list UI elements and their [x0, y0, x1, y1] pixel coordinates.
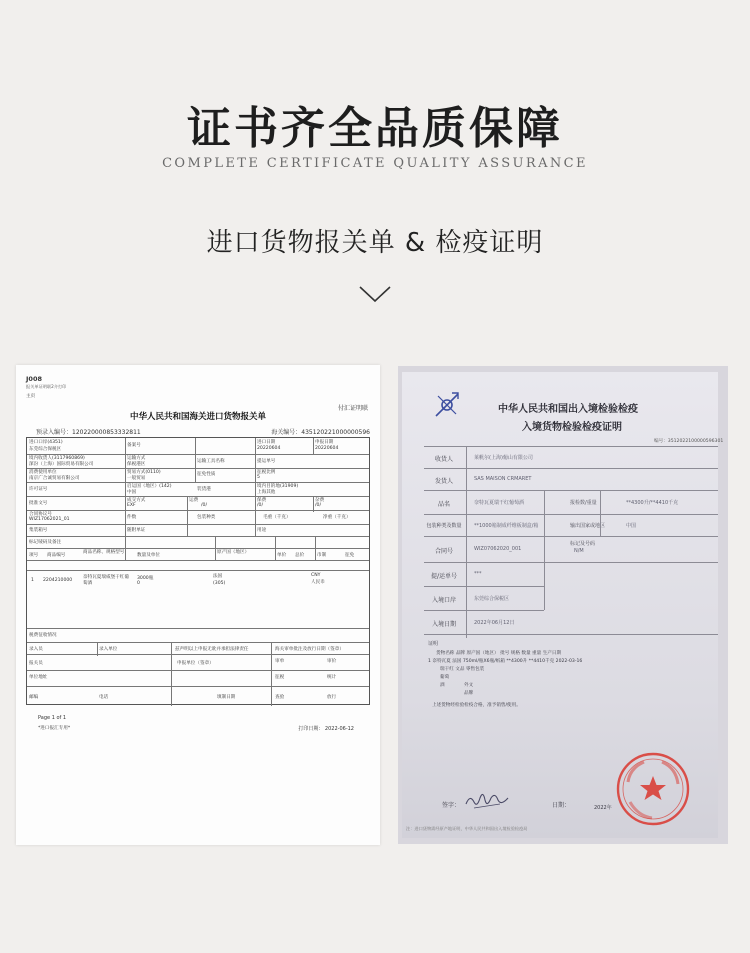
- check-label: 查验: [275, 695, 285, 700]
- weight-label: 报检数/重量: [570, 500, 597, 506]
- origin: 中国: [127, 490, 137, 495]
- col-code: 商品编号: [47, 553, 66, 558]
- record-label: 备案号: [127, 443, 141, 448]
- consignee: 深汾（上海）国际贸易有限公司: [29, 462, 94, 467]
- user-label: 消费使用单位: [29, 470, 57, 475]
- approval-stamp-label: 海关审单批注及放行日期（签章）: [275, 647, 344, 652]
- release-label: 放行: [327, 695, 337, 700]
- print-date: 打印日期： 2022-06-12: [298, 726, 354, 732]
- pre-entry-number: 预录入编号：120220000853332811: [36, 429, 141, 436]
- tax-label: 征免性质: [197, 472, 216, 477]
- net-label: 净重（千克）: [323, 515, 351, 520]
- declarer-label: 报关员: [29, 661, 43, 666]
- page-label: 主页: [26, 394, 36, 399]
- loading-label: 装货港: [197, 487, 211, 492]
- insurance-label: 保费: [257, 498, 267, 503]
- shipper-label: 发货人: [434, 478, 453, 485]
- contract: WIZ07062020_001: [474, 546, 522, 552]
- col-total: 总价: [295, 553, 305, 558]
- form-code: J008: [26, 375, 42, 383]
- import-port: 东莞综合保税区: [29, 447, 62, 452]
- gross-label: 毛重（千克）: [263, 515, 291, 520]
- shipper: SAS MAISON CRMARET: [474, 476, 532, 482]
- proof-label: 证明: [428, 641, 439, 647]
- proof-header: 货物名称 品牌 原产国（地区） 批号 规格 数量 重量 生产日期: [436, 651, 562, 656]
- item-qty: 3000瓶: [137, 576, 154, 581]
- page-count: Page 1 of 1: [38, 715, 67, 721]
- package: **1000箱制成纤维板制盒/箱: [474, 523, 539, 529]
- stats-label: 统计: [327, 675, 337, 680]
- col-qty: 数量及单位: [137, 553, 160, 558]
- bill-label: 提运单号: [257, 459, 276, 464]
- item-no: 1: [31, 578, 34, 583]
- levy-label: 征税: [275, 675, 285, 680]
- transport: 保税港区: [127, 462, 146, 467]
- pack-label: 包装种类: [197, 515, 216, 520]
- signature-label: 签字：: [442, 802, 461, 809]
- review-label: 审单: [275, 659, 285, 664]
- section-heading: 进口货物报关单 & 检疫证明: [206, 228, 544, 258]
- port: 东莞综合保税区: [474, 596, 510, 602]
- price-review-label: 审价: [327, 659, 337, 664]
- proof-line-5: 外文: [464, 683, 474, 688]
- item-currency-name: 人民币: [311, 580, 325, 585]
- phone-label: 电话: [99, 695, 109, 700]
- col-no: 项号: [29, 553, 39, 558]
- item-currency: CNY: [311, 573, 321, 578]
- item-code: 2204210000: [43, 578, 73, 583]
- origin-country: 中国: [626, 523, 637, 529]
- proof-line-6: 品牌: [464, 691, 474, 696]
- col-origin: 原产国（地区）: [217, 550, 250, 555]
- declare-unit-label: 申报单位（签章）: [177, 661, 214, 666]
- bill-label: 提/运单号: [430, 573, 458, 580]
- sign-date-value: 2022年: [594, 805, 612, 811]
- deal: EXF: [127, 503, 136, 508]
- declare-date-label: 申报日期: [315, 440, 334, 445]
- attach-label: 付汇证明联: [337, 405, 368, 412]
- origin-country-label: 输出国家或地区: [570, 523, 606, 529]
- consignee-label: 境内收货人(3117960869): [29, 456, 85, 461]
- goods: 奈特瓦夏瑞干红葡萄酒: [474, 500, 525, 506]
- inspection-emblem-icon: [432, 390, 462, 420]
- proof-foot: 上述货物经检验检疫合格，准予销售/使用。: [432, 703, 521, 708]
- certificate-title-2: 入境货物检验检疫证明: [522, 422, 622, 433]
- misc: /0/: [315, 503, 322, 508]
- import-port-label: 进口口岸(4351): [29, 440, 63, 445]
- tax-status-label: 税费征收情况: [29, 633, 57, 638]
- pieces-label: 件数: [127, 515, 137, 520]
- item-origin: 法国: [213, 574, 223, 579]
- freight-label: 运费: [189, 498, 199, 503]
- proof-line-1: 1 奈特瓦夏 法国 750ml/瓶X6瓶/纸箱 **4300升 **4410千克 2022-03-16: [428, 659, 583, 664]
- col-price: 单价: [277, 553, 287, 558]
- item-qty-2: 0: [137, 581, 140, 586]
- col-levy: 征免: [345, 553, 355, 558]
- entry-date-label: 入境日期: [431, 621, 456, 628]
- contract: WIZ17062021_01: [29, 517, 70, 522]
- trade: 一般贸易: [127, 476, 146, 481]
- transport-label: 运输方式: [127, 456, 146, 461]
- inspection-certificate-document: [398, 366, 728, 844]
- weight: **4300升/**4410千克: [626, 500, 679, 506]
- bill: ***: [474, 571, 482, 577]
- tax-ratio-label: 征税比例: [257, 470, 276, 475]
- declare-date: 20220604: [315, 446, 339, 451]
- col-name: 商品名称、规格型号: [83, 550, 125, 555]
- item-name: 奈特瓦夏瑞威堡干红葡萄酒: [83, 575, 129, 586]
- dest-label: 境内目的地(31909): [257, 484, 299, 489]
- port-label: 入境口岸: [431, 597, 456, 604]
- col-currency: 币制: [317, 553, 327, 558]
- deal-label: 成交方式: [127, 498, 146, 503]
- origin-label: 启运国（地区）(142): [127, 484, 172, 489]
- proof-line-2: 瑞干红 文品 零售包装: [440, 667, 485, 672]
- misc-label: 杂费: [315, 498, 325, 503]
- certificate-title-1: 中华人民共和国出入境检验检疫: [498, 404, 638, 415]
- special-mark: *进口报汇专用*: [38, 726, 71, 731]
- postcode-label: 邮编: [29, 695, 39, 700]
- container-label: 集装箱号: [29, 528, 48, 533]
- docs-label: 随附单证: [127, 528, 146, 533]
- user: 南京广合诚贸易有限公司: [29, 476, 80, 481]
- certificate-footer: 注：进口货物需经原产地证明，中华人民共和国出入境检验检疫局: [406, 826, 528, 831]
- entry-date: 2022年06月12日: [474, 620, 515, 626]
- form-code-note: 报关单证明联2介打印: [26, 384, 67, 389]
- vehicle-label: 运输工具名称: [197, 459, 225, 464]
- sign-date-label: 日期：: [552, 802, 571, 809]
- freight: /0/: [201, 503, 208, 508]
- consignee-label: 收货人: [434, 456, 453, 463]
- entry-staff-label: 录入员: [29, 647, 43, 652]
- fill-date-label: 填制日期: [217, 695, 236, 700]
- certificate-paper: [402, 372, 724, 838]
- customs-number: 海关编号：435120221000000596: [271, 429, 370, 436]
- marks-label: 标记唛码及备注: [29, 540, 62, 545]
- proof-line-3: 葡萄: [440, 675, 450, 680]
- contract-label: 合同号: [434, 548, 453, 555]
- signature-mark: [464, 790, 510, 812]
- page-subtitle: COMPLETE CERTIFICATE QUALITY ASSURANCE: [162, 156, 588, 171]
- official-red-stamp-icon: [614, 750, 692, 828]
- import-date: 20220604: [257, 446, 281, 451]
- item-origin-code: (305): [213, 581, 226, 586]
- mark: N/M: [574, 548, 584, 554]
- usage-label: 用途: [257, 528, 267, 533]
- goods-label: 品名: [437, 501, 450, 508]
- certificate-number: 编号：3512022100000596301: [654, 439, 724, 444]
- declaration-grid: [26, 437, 370, 705]
- consignee: 莱帆尔(上海)葡山有限公司: [474, 455, 533, 461]
- proof-line-4: 酒: [440, 683, 445, 688]
- package-label: 包装种类及数量: [426, 523, 462, 529]
- mark-label: 标记及号码: [570, 541, 596, 547]
- trade-label: 贸易方式(0110): [127, 470, 161, 475]
- customs-declaration-document: [16, 365, 380, 845]
- declaration-title: 中华人民共和国海关进口货物报关单: [129, 412, 266, 422]
- page-title: 证书齐全品质保障: [187, 103, 563, 154]
- entry-unit-label: 录入单位: [99, 647, 118, 652]
- contract-label: 合同协议号: [29, 512, 52, 517]
- tax-ratio: 5: [257, 475, 260, 480]
- insurance: /0/: [257, 503, 264, 508]
- license-label: 许可证号: [29, 487, 48, 492]
- unit-addr-label: 单位地址: [29, 675, 48, 680]
- statement: 兹声明以上申报无讹并承担法律责任: [175, 647, 249, 652]
- approval-label: 批准文号: [29, 501, 48, 506]
- import-date-label: 进口日期: [257, 440, 276, 445]
- chevron-down-icon: [358, 283, 392, 305]
- dest: 上海其他: [257, 490, 276, 495]
